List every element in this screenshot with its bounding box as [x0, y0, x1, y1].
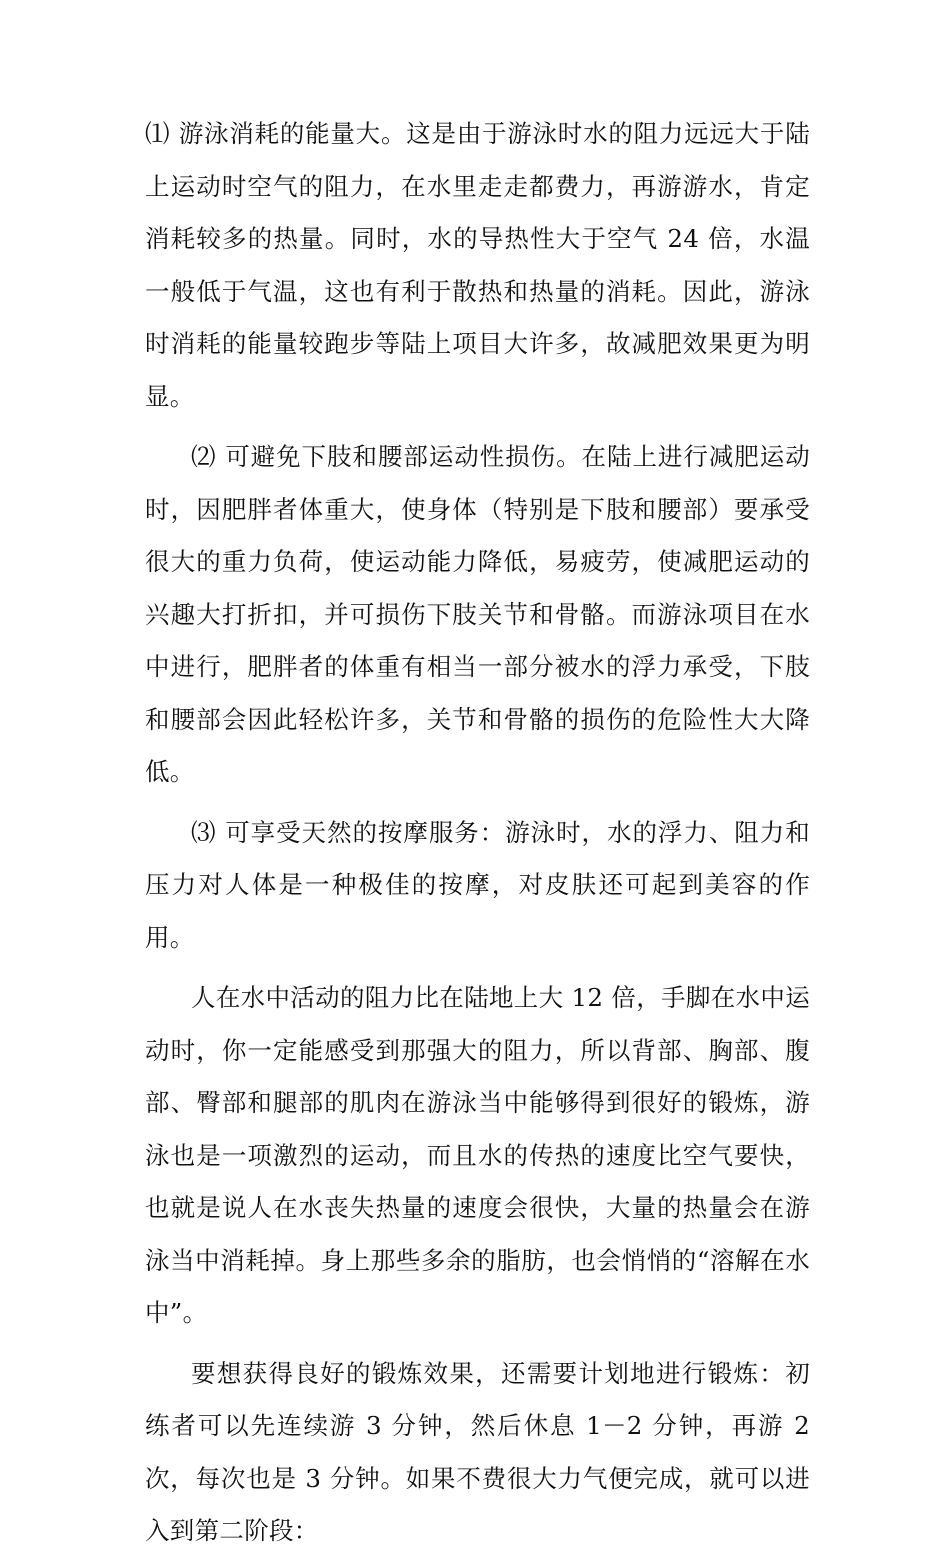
paragraph-2: ⑵ 可避免下肢和腰部运动性损伤。在陆上进行减肥运动时，因肥胖者体重大，使身体（特别是下肢和腰部）要承受很大的重力负荷，使运动能力降低，易疲劳，使减肥运动的兴趣大打折扣，并可损伤下肢关节和骨骼。而游泳项目在水中进行，肥胖者的体重有相当一部分被水的浮力承受，下肢和腰部会因此轻松许多，关节和骨骼的损伤的危险性大大降低。 [145, 442, 810, 786]
paragraph-5: 要想获得良好的锻炼效果，还需要计划地进行锻炼：初练者可以先连续游 3 分钟，然后休息 1－2 分钟，再游 2 次，每次也是 3 分钟。如果不费很大力气便完成，就可以进入到第二阶段： [145, 1358, 810, 1545]
paragraph-1: ⑴ 游泳消耗的能量大。这是由于游泳时水的阻力远远大于陆上运动时空气的阻力，在水里走走都费力，再游游水，肯定消耗较多的热量。同时，水的导热性大于空气 24 倍，水温一般低于气温，这也有利于散热和热量的消耗。因此，游泳时消耗的能量较跑步等陆上项目大许多，故减肥效果更为明显。 [145, 119, 810, 411]
paragraph-4: 人在水中活动的阻力比在陆地上大 12 倍，手脚在水中运动时，你一定能感受到那强大的阻力，所以背部、胸部、腹部、臀部和腿部的肌肉在游泳当中能够得到很好的锻炼，游泳也是一项激烈的运动，而且水的传热的速度比空气要快，也就是说人在水丧失热量的速度会很快，大量的热量会在游泳当中消耗掉。身上那些多余的脂肪，也会悄悄的“溶解在水中”。 [145, 983, 810, 1327]
paragraph-3: ⑶ 可享受天然的按摩服务：游泳时，水的浮力、阻力和压力对人体是一种极佳的按摩，对皮肤还可起到美容的作用。 [145, 817, 810, 952]
document-body [145, 108, 810, 1566]
